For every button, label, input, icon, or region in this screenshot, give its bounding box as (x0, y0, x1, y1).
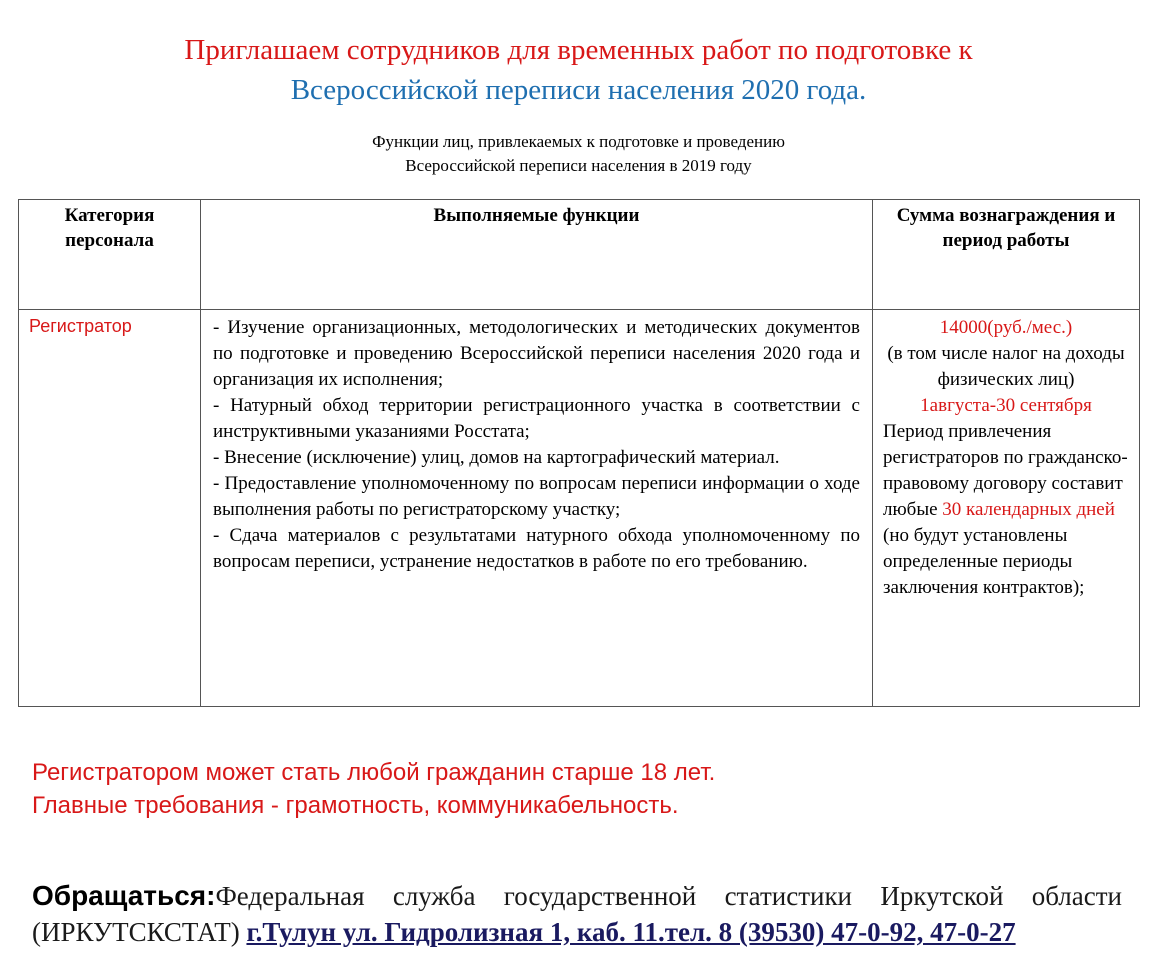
payment-period: 1августа-30 сентября (920, 395, 1092, 416)
contact-label: Обращаться: (32, 880, 216, 911)
table-header-row (19, 200, 1140, 310)
contact-info (32, 878, 1122, 950)
payment-terms (883, 419, 1129, 523)
requirement-age: Регистратором может стать любой гражданин старше 18 лет. (32, 759, 716, 786)
contact-organization: Федеральная служба государственной статистики Иркутской области (ИРКУТСКСТАТ) (32, 881, 1122, 947)
functions-table (18, 199, 1140, 707)
cell-category: Регистратор (19, 310, 201, 707)
function-item: - Предоставление уполномоченному по вопросам переписи информации о ходе выполнения работы по регистраторскому участку; (213, 473, 860, 520)
payment-terms-text: Период привлечения регистраторов по гражданско-правовому договору составит любые (883, 421, 1128, 520)
header-functions: Выполняемые функции (201, 200, 873, 310)
cell-payment (873, 310, 1140, 707)
contact-address: г.Тулун ул. Гидролизная 1, каб. 11.тел. 8 (39530) 47-0-92, 47-0-27 (246, 917, 1016, 947)
payment-days: 30 календарных дней (942, 499, 1115, 520)
page-title-line-2: Всероссийской переписи населения 2020 года. (290, 74, 867, 106)
table-row (19, 310, 1140, 707)
table-caption-line-1: Функции лиц, привлекаемых к подготовке и проведению (372, 132, 785, 151)
table-caption-line-2: Всероссийской переписи населения в 2019 году (405, 156, 752, 175)
function-item: - Сдача материалов с результатами натурного обхода уполномоченному по вопросам переписи, устранение недостатков в работе по его требованию. (213, 525, 860, 572)
cell-functions (201, 310, 873, 707)
page-title-line-1: Приглашаем сотрудников для временных работ по подготовке к (184, 34, 973, 66)
header-payment: Сумма вознаграждения и период работы (873, 200, 1140, 310)
function-item: - Изучение организационных, методологических и методических документов по подготовке и проведению Всероссийской переписи населения 2020 года и организация их исполнения; (213, 317, 860, 390)
requirement-skills: Главные требования - грамотность, коммуникабельность. (32, 792, 679, 819)
function-item: - Внесение (исключение) улиц, домов на картографический материал. (213, 447, 780, 468)
table-caption (0, 130, 1157, 178)
payment-tax-note: (в том числе налог на доходы физических лиц) (887, 343, 1125, 390)
function-item: - Натурный обход территории регистрационного участка в соответствии с инструктивными указаниями Росстата; (213, 395, 860, 442)
payment-note: (но будут установлены определенные периоды заключения контрактов); (883, 525, 1085, 598)
header-category: Категория персонала (19, 200, 201, 310)
payment-amount: 14000(руб./мес.) (939, 317, 1073, 338)
